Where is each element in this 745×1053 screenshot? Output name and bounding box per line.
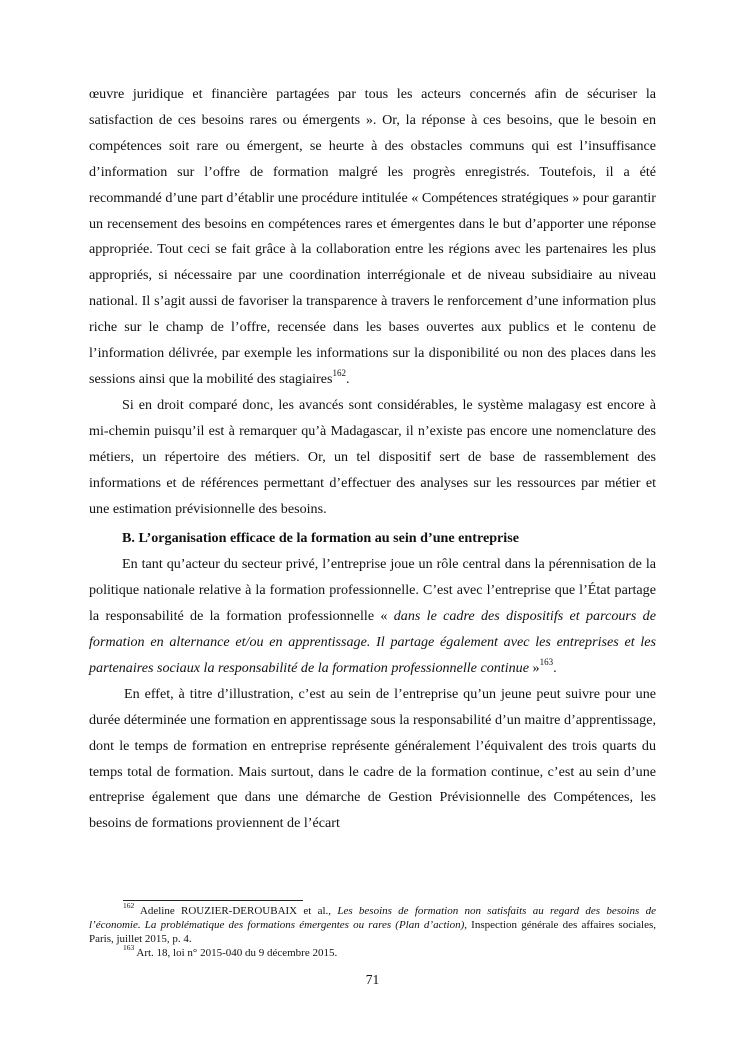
- paragraph-1: œuvre juridique et financière partagées par tous les acteurs concernés afin de sécuriser la satisfaction de ces besoins rares ou émergents ». Or, la réponse à ces besoins, que le besoin en compétences soit rare ou émergent, se heurte à des obstacles communs qui est l’insuffisance d’information sur l’offre de formation malgré les progrès enregistrés. Toutefois, il a été recommandé d’une part d’établir une procédure intitulée « Compétences stratégiques » pour garantir un recensement des besoins en compétences rares et émergentes dans le but d’apporter une réponse appropriée. Tout ceci se fait grâce à la collaboration entre les régions avec les partenaires les plus appropriés, si nécessaire par une coordination interrégionale et de niveau subsidiaire au niveau national. Il s’agit aussi de favoriser la transparence à travers le renforcement d’une information plus riche sur le champ de l’offre, recensée dans les bases ouvertes aux publics et le contenu de l’information délivrée, par exemple les informations sur la disponibilité ou non des places dans les sessions ainsi que la mobilité des stagiaires$^{162}$.: [89, 86, 656, 387]
- footnote-162: $^{162}$ Adeline ROUZIER-DEROUBAIX et al., Les besoins de formation non satisfaits au regard des besoins de l’économie. La problématique des formations émergentes ou rares (Plan d’action), Inspection générale des affaires sociales, Paris, juillet 2015, p. 4.: [89, 901, 656, 945]
- law-quotation: dans le cadre des dispositifs et parcours de formation en alternance et/ou en apprentissage. Il partage également avec les entreprises et les partenaires sociaux la responsabilité de la formation professionnelle continue: [89, 608, 656, 676]
- footnotes: [89, 901, 656, 960]
- paragraph-2: Si en droit comparé donc, les avancés sont considérables, le système malagasy est encore à mi-chemin puisqu’il est à remarquer qu’à Madagascar, il n’existe pas encore une nomenclature des métiers, un répertoire des métiers. Or, un tel dispositif sert de base de rassemblement des informations et de références permettant d’effectuer des analyses sur les ressources par métier et une estimation prévisionnelle des besoins.: [89, 396, 656, 517]
- footnote-163: $^{163}$ Art. 18, loi n° 2015-040 du 9 décembre 2015.: [123, 943, 338, 959]
- section-heading: B. L’organisation efficace de la formation au sein d’une entreprise: [122, 530, 519, 547]
- body-text: [89, 82, 656, 837]
- paragraph-4: En effet, à titre d’illustration, c’est au sein de l’entreprise qu’un jeune peut suivre pour une durée déterminée une formation en apprentissage sous la responsabilité d’un maitre d’apprentissage, dont le temps de formation en entreprise représente généralement l’équivalent des trois quarts du temps total de formation. Mais surtout, dans le cadre de la formation continue, c’est au sein d’une entreprise également que dans une démarche de Gestion Prévisionnelle des Compétences, les besoins de formations proviennent de l’écart: [89, 685, 656, 832]
- page-number: 71: [365, 972, 380, 987]
- footnote-ref-163[interactable]: 163: [539, 657, 554, 668]
- footnote-number: 162: [123, 901, 135, 911]
- footnote-separator: [123, 900, 303, 901]
- footnote-number: 163: [123, 943, 135, 953]
- cited-title: Les besoins de formation non satisfaits au regard des besoins de l’économie. La problématique des formations émergentes ou rares (Plan d’action): [89, 905, 656, 931]
- paragraph-3: En tant qu’acteur du secteur privé, l’entreprise joue un rôle central dans la pérennisation de la politique nationale relative à la formation professionnelle. C’est avec l’entreprise que l’État partage la responsabilité de la formation professionnelle « dans le cadre des dispositifs et parcours de formation en alternance et/ou en apprentissage. Il partage également avec les entreprises et les partenaires sociaux la responsabilité de la formation professionnelle continue »$^{163}$.: [89, 556, 656, 676]
- footnote-ref-162[interactable]: 162: [332, 368, 346, 379]
